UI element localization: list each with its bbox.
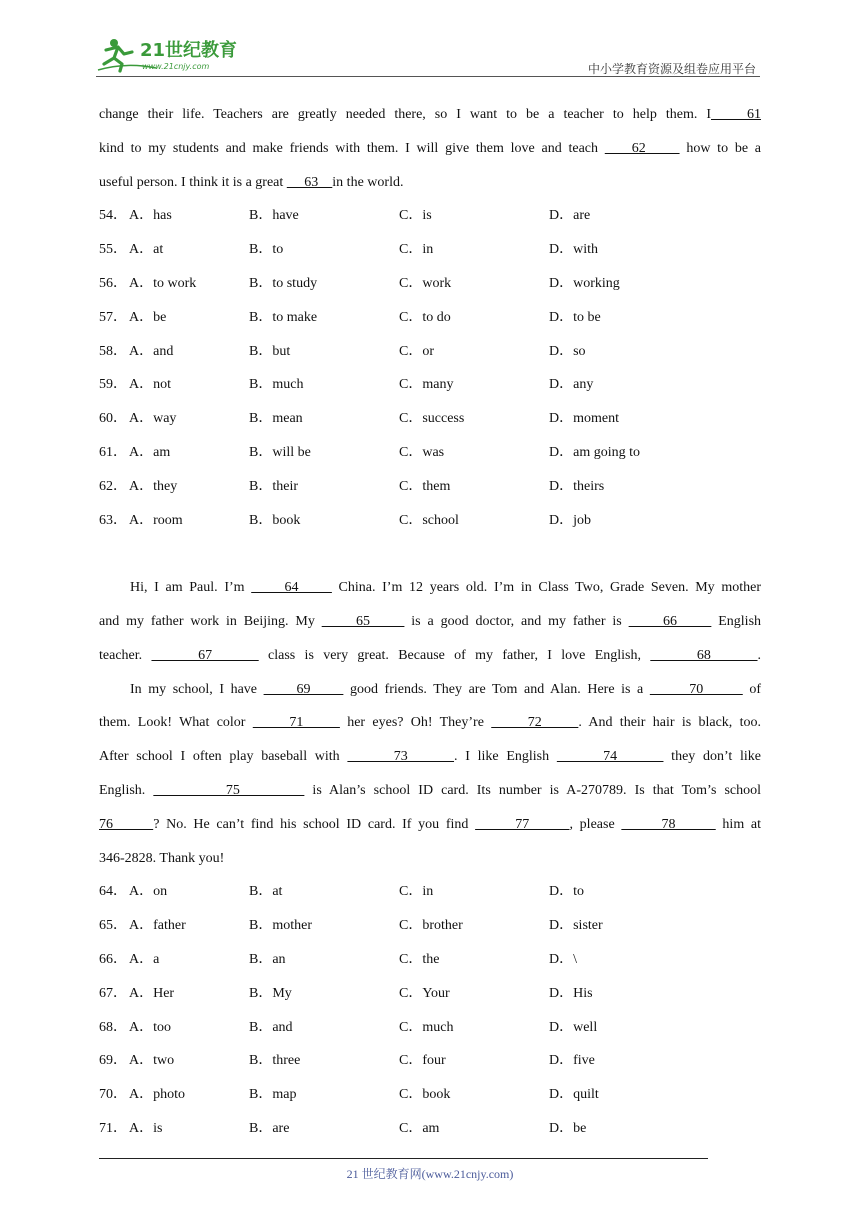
passage-line: [99, 842, 761, 876]
question-row: [99, 402, 761, 436]
footer-divider: [99, 1158, 708, 1159]
question-number: 58．: [99, 343, 127, 359]
question-row: [99, 335, 761, 369]
passage-line: [99, 808, 761, 842]
passage-text: In my school, I have: [130, 681, 264, 697]
passage-text: . I like English: [454, 749, 557, 765]
question-group-1: [99, 199, 761, 537]
question-row: [99, 909, 761, 943]
header-divider: [96, 76, 760, 77]
option-d: D．five: [549, 1053, 595, 1069]
option-a: A．Her: [129, 985, 175, 1001]
passage-text: of: [742, 681, 762, 697]
answer-blank: 68: [650, 647, 758, 663]
option-d: D．am going to: [549, 444, 640, 460]
option-b: B．to study: [249, 275, 318, 291]
option-d: D．sister: [549, 918, 603, 934]
option-b: B．and: [249, 1019, 293, 1035]
option-c: C．school: [399, 512, 459, 528]
question-row: [99, 436, 761, 470]
answer-blank: 69: [263, 681, 344, 697]
passage-line: [99, 740, 761, 774]
option-a: A．be: [129, 309, 167, 325]
answer-blank: 77: [475, 816, 570, 832]
answer-blank: 62: [604, 140, 680, 156]
option-c: C．was: [399, 444, 445, 460]
passage-line: [99, 571, 761, 605]
option-c: C．many: [399, 377, 454, 393]
option-c: C．am: [399, 1120, 440, 1136]
logo-21cnjy: [96, 34, 266, 74]
option-c: C．four: [399, 1053, 446, 1069]
question-row: [99, 301, 761, 335]
section-gap: [99, 537, 761, 571]
option-b: B．much: [249, 377, 304, 393]
question-number: 55．: [99, 242, 127, 258]
option-b: B．to: [249, 242, 284, 258]
question-number: 63．: [99, 512, 127, 528]
passage-text: her eyes? Oh! They’re: [339, 715, 492, 731]
answer-blank: 70: [649, 681, 743, 697]
answer-blank: 73: [347, 749, 455, 765]
option-a: A．on: [129, 884, 168, 900]
option-d: D．well: [549, 1019, 598, 1035]
option-a: A．has: [129, 208, 172, 224]
option-a: A．two: [129, 1053, 175, 1069]
option-b: B．at: [249, 884, 283, 900]
exam-content: [99, 98, 761, 1146]
passage-text: useful person. I think it is a great: [99, 174, 287, 190]
option-a: A．photo: [129, 1087, 185, 1103]
option-d: D．quilt: [549, 1087, 599, 1103]
question-row: [99, 1044, 761, 1078]
passage-line: [99, 774, 761, 808]
footer-site: 21 世纪教育网(www.21cnjy.com): [346, 1167, 514, 1181]
option-c: C．in: [399, 884, 434, 900]
option-b: B．map: [249, 1087, 297, 1103]
answer-blank: 78: [621, 816, 716, 832]
passage-text: 346-2828. Thank you!: [99, 850, 225, 866]
answer-blank: 63: [286, 174, 333, 190]
question-number: 70．: [99, 1087, 127, 1103]
passage-line: [99, 673, 761, 707]
question-number: 61．: [99, 444, 127, 460]
passage-text: .: [757, 647, 762, 663]
answer-blank: 74: [556, 749, 664, 765]
answer-blank: 61: [711, 107, 761, 122]
option-b: B．but: [249, 343, 291, 359]
option-d: D．to be: [549, 309, 601, 325]
option-c: C．brother: [399, 918, 463, 934]
option-d: D．\: [549, 951, 577, 967]
option-a: A．not: [129, 377, 171, 393]
answer-blank: 75: [153, 782, 305, 798]
passage-line: [99, 605, 761, 639]
option-d: D．so: [549, 343, 586, 359]
svg-text:www.21cnjy.com: www.21cnjy.com: [142, 62, 210, 71]
question-number: 65．: [99, 918, 127, 934]
passage-text: how to be a: [679, 140, 761, 156]
question-row: [99, 1078, 761, 1112]
brand-name: 中小学教育资源及组卷应用平台: [587, 62, 756, 76]
option-b: B．are: [249, 1120, 290, 1136]
option-d: D．be: [549, 1120, 587, 1136]
passage-text: , please: [569, 816, 622, 832]
question-row: [99, 267, 761, 301]
question-number: 54．: [99, 208, 127, 224]
question-number: 59．: [99, 377, 127, 393]
question-number: 67．: [99, 985, 127, 1001]
passage-text: in the world.: [332, 174, 404, 190]
passage-text: him at: [715, 816, 762, 832]
option-a: A．at: [129, 242, 164, 258]
option-c: C．book: [399, 1087, 451, 1103]
question-number: 71．: [99, 1120, 127, 1136]
passage-text: them. Look! What color: [99, 715, 253, 731]
answer-blank: 76: [99, 816, 154, 832]
option-c: C．them: [399, 478, 451, 494]
option-b: B．mean: [249, 411, 303, 427]
option-b: B．book: [249, 512, 301, 528]
passage-text: China. I’m 12 years old. I’m in Class Two, Grade Seven. My mother: [331, 580, 762, 596]
passage-line: [99, 132, 761, 166]
question-row: [99, 504, 761, 538]
option-a: A．room: [129, 512, 183, 528]
passage-text: and my father work in Beijing. My: [99, 613, 322, 629]
option-a: A．a: [129, 951, 160, 967]
passage-text: . And their hair is black, too.: [578, 715, 762, 731]
passage-text: After school I often play baseball with: [99, 749, 348, 765]
option-a: A．too: [129, 1019, 171, 1035]
svg-text:21世纪教育: 21世纪教育: [140, 40, 238, 61]
question-number: 66．: [99, 951, 127, 967]
option-d: D．theirs: [549, 478, 605, 494]
question-row: [99, 368, 761, 402]
passage-text: change their life. Teachers are greatly needed there, so I want to be a teacher to help them. I: [99, 107, 711, 122]
passage-text: kind to my students and make friends with them. I will give them love and teach: [99, 140, 605, 156]
option-c: C．work: [399, 275, 452, 291]
question-number: 56．: [99, 275, 127, 291]
question-number: 69．: [99, 1053, 127, 1069]
answer-blank: 67: [151, 647, 259, 663]
passage-text: good friends. They are Tom and Alan. Here is a: [343, 681, 650, 697]
option-d: D．to: [549, 884, 584, 900]
option-b: B．three: [249, 1053, 301, 1069]
question-number: 60．: [99, 411, 127, 427]
option-b: B．to make: [249, 309, 318, 325]
question-number: 57．: [99, 309, 127, 325]
option-c: C．is: [399, 208, 432, 224]
question-row: [99, 1112, 761, 1146]
option-b: B．My: [249, 985, 292, 1001]
question-group-2: [99, 875, 761, 1145]
passage-text: English.: [99, 782, 154, 798]
option-d: D．any: [549, 377, 594, 393]
passage-2: [99, 571, 761, 875]
passage-text: ? No. He can’t find his school ID card. If you find: [153, 816, 476, 832]
option-d: D．with: [549, 242, 598, 258]
passage-line: [99, 639, 761, 673]
passage-text: is a good doctor, and my father is: [404, 613, 629, 629]
option-c: C．in: [399, 242, 434, 258]
option-a: A．way: [129, 411, 177, 427]
option-c: C．the: [399, 951, 440, 967]
option-d: D．working: [549, 275, 620, 291]
passage-line: [99, 166, 761, 200]
option-a: A．father: [129, 918, 186, 934]
question-row: [99, 1011, 761, 1045]
option-d: D．are: [549, 208, 591, 224]
passage-line: [99, 98, 761, 132]
passage-line: [99, 706, 761, 740]
option-a: A．am: [129, 444, 171, 460]
option-b: B．have: [249, 208, 299, 224]
passage-text: Hi, I am Paul. I’m: [130, 580, 252, 596]
option-d: D．job: [549, 512, 591, 528]
question-row: [99, 977, 761, 1011]
answer-blank: 66: [628, 613, 712, 629]
question-number: 62．: [99, 478, 127, 494]
passage-text: English: [711, 613, 762, 629]
passage-text: teacher.: [99, 647, 152, 663]
answer-blank: 71: [252, 715, 340, 731]
option-b: B．an: [249, 951, 286, 967]
option-c: C．success: [399, 411, 465, 427]
passage-text: is Alan’s school ID card. Its number is A-270789. Is that Tom’s school: [304, 782, 762, 798]
option-d: D．His: [549, 985, 593, 1001]
question-row: [99, 943, 761, 977]
option-c: C．Your: [399, 985, 450, 1001]
answer-blank: 64: [251, 580, 332, 596]
option-b: B．their: [249, 478, 298, 494]
question-row: [99, 233, 761, 267]
option-b: B．mother: [249, 918, 312, 934]
passage-1: [99, 98, 761, 199]
option-a: A．is: [129, 1120, 163, 1136]
option-a: A．they: [129, 478, 178, 494]
option-a: A．to work: [129, 275, 197, 291]
page-header: [96, 30, 760, 78]
option-a: A．and: [129, 343, 174, 359]
option-c: C．much: [399, 1019, 454, 1035]
option-c: C．or: [399, 343, 434, 359]
passage-text: class is very great. Because of my father, I love English,: [258, 647, 651, 663]
answer-blank: 65: [321, 613, 405, 629]
option-d: D．moment: [549, 411, 619, 427]
question-row: [99, 470, 761, 504]
passage-text: they don’t like: [663, 749, 762, 765]
question-number: 68．: [99, 1019, 127, 1035]
question-row: [99, 199, 761, 233]
option-c: C．to do: [399, 309, 451, 325]
question-row: [99, 875, 761, 909]
answer-blank: 72: [491, 715, 579, 731]
option-b: B．will be: [249, 444, 311, 460]
question-number: 64．: [99, 884, 127, 900]
